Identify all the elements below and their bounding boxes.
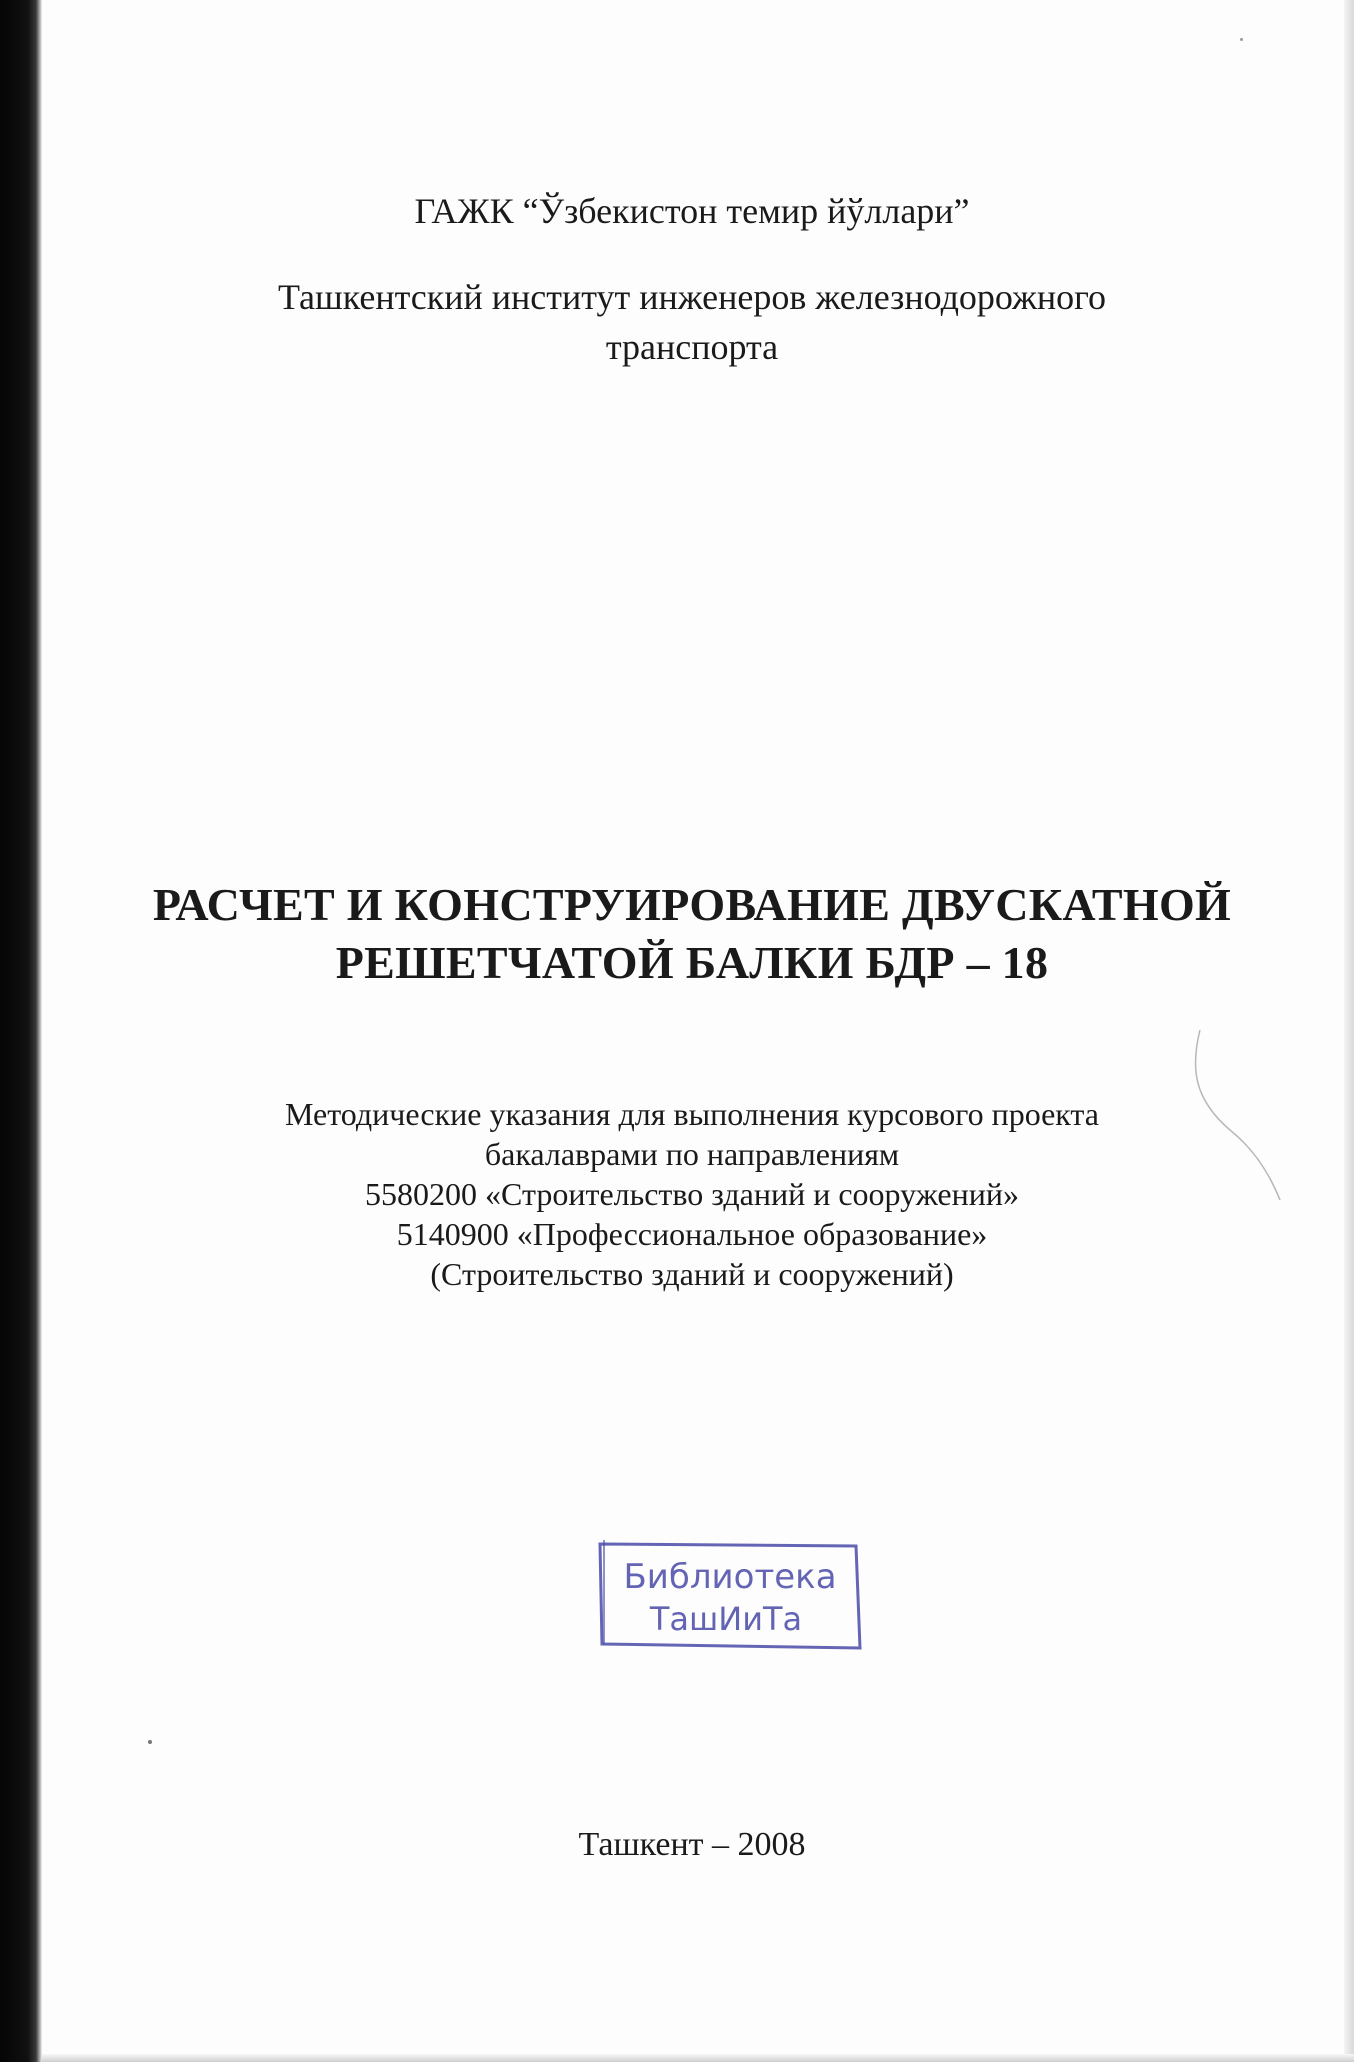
scan-speck — [148, 1740, 152, 1744]
institute-name-line-1: Ташкентский институт инженеров железнодорожного — [277, 277, 1107, 317]
institute-name-line-2: транспорта — [605, 327, 779, 367]
library-stamp — [594, 1536, 864, 1654]
scan-speck — [1240, 38, 1243, 41]
subtitle-line-3: 5580200 «Строительство зданий и сооружений» — [365, 1176, 1019, 1212]
subtitle-line-4: 5140900 «Профессиональное образование» — [396, 1216, 988, 1252]
scan-right-edge-shadow — [1344, 0, 1354, 2062]
scan-left-edge-shadow — [0, 0, 42, 2062]
subtitle-line-1: Методические указания для выполнения курсового проекта — [284, 1096, 1099, 1132]
svg-text:Библиотека: Библиотека — [623, 1557, 837, 1597]
subtitle-line-5: (Строительство зданий и сооружений) — [430, 1256, 954, 1292]
city-year: Ташкент – 2008 — [578, 1826, 806, 1863]
svg-text:ТашИиТа: ТашИиТа — [649, 1600, 803, 1638]
page-content — [42, 0, 1344, 2062]
document-title-line-1: РАСЧЕТ И КОНСТРУИРОВАНИЕ ДВУСКАТНОЙ — [152, 879, 1232, 930]
organization-name: ГАЖК “Ўзбекистон темир йўллари” — [414, 191, 970, 231]
document-title-line-2: РЕШЕТЧАТОЙ БАЛКИ БДР – 18 — [335, 937, 1049, 988]
page-curl-mark — [1170, 1030, 1290, 1200]
subtitle-line-2: бакалаврами по направлениям — [484, 1136, 900, 1172]
